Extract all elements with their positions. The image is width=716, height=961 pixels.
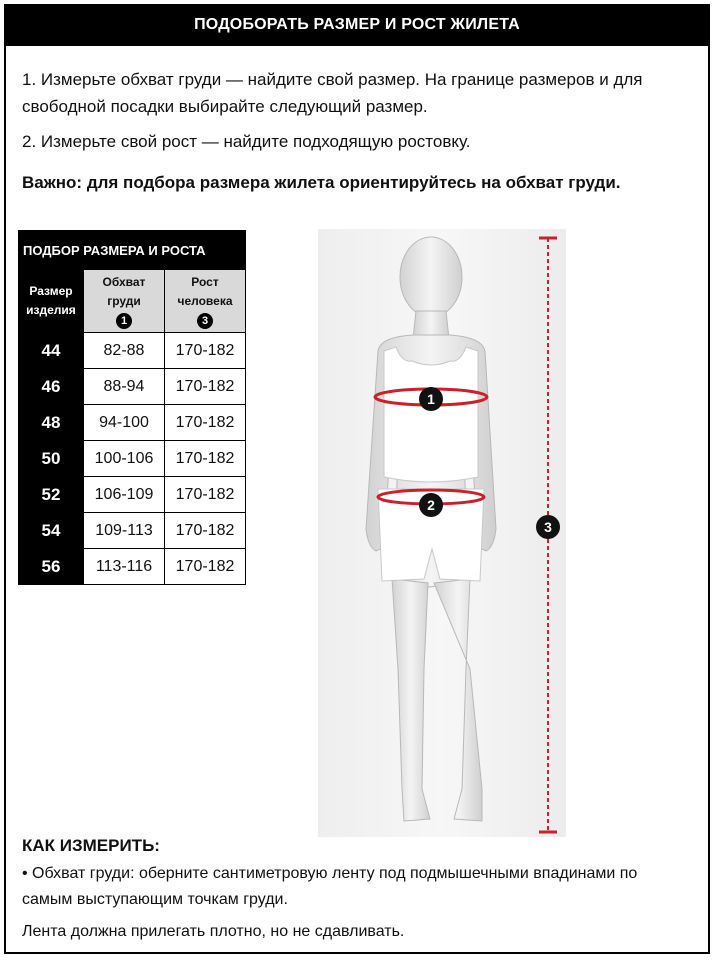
chest-cell: 94-100 [84, 405, 165, 441]
table-row [19, 405, 246, 441]
column-header-height-label: Рост человека [177, 274, 233, 308]
height-marker-label: 3 [544, 519, 552, 535]
mannequin-head [400, 237, 462, 317]
table-row [19, 369, 246, 405]
table-row [19, 549, 246, 585]
height-cell: 170-182 [165, 405, 246, 441]
height-cell: 170-182 [165, 549, 246, 585]
how-to-measure-note: Лента должна прилегать плотно, но не сдавливать. [22, 923, 405, 940]
instruction-step-2: 2. Измерьте свой рост — найдите подходящую ростовку. [22, 132, 471, 151]
size-cell: 56 [19, 549, 84, 585]
size-cell: 50 [19, 441, 84, 477]
how-to-measure-chest: • Обхват груди: оберните сантиметровую ленту под подмышечными впадинами по самым выступающим точкам груди. [22, 865, 638, 908]
waist-marker-label: 2 [427, 497, 435, 513]
page-title: ПОДОБОРАТЬ РАЗМЕР И РОСТ ЖИЛЕТА [4, 4, 710, 46]
column-header-chest [84, 270, 165, 333]
chest-marker-badge: 1 [116, 313, 132, 329]
column-header-size [19, 270, 84, 333]
table-row [19, 513, 246, 549]
chest-cell: 113-116 [84, 549, 165, 585]
how-to-measure-heading: КАК ИЗМЕРИТЬ: [22, 836, 160, 855]
height-cell: 170-182 [165, 477, 246, 513]
height-cell: 170-182 [165, 369, 246, 405]
size-table [18, 230, 246, 585]
size-cell: 52 [19, 477, 84, 513]
chest-cell: 106-109 [84, 477, 165, 513]
size-cell: 48 [19, 405, 84, 441]
table-row [19, 477, 246, 513]
important-note: Важно: для подбора размера жилета ориентируйтесь на обхват груди. [22, 173, 621, 192]
height-cell: 170-182 [165, 333, 246, 369]
size-table-title: ПОДБОР РАЗМЕРА И РОСТА [19, 231, 246, 270]
table-row [19, 441, 246, 477]
chest-marker-label: 1 [427, 391, 435, 407]
column-header-height [165, 270, 246, 333]
column-header-chest-label: Обхват груди [102, 274, 146, 308]
chest-cell: 100-106 [84, 441, 165, 477]
how-to-measure [22, 833, 692, 951]
table-row [19, 333, 246, 369]
measurement-figure [318, 229, 566, 837]
height-marker-badge: 3 [197, 313, 213, 329]
height-cell: 170-182 [165, 441, 246, 477]
chest-cell: 109-113 [84, 513, 165, 549]
size-cell: 54 [19, 513, 84, 549]
column-header-size-label: Размер изделия [26, 284, 76, 317]
height-cell: 170-182 [165, 513, 246, 549]
undershirt [384, 347, 478, 482]
chest-cell: 88-94 [84, 369, 165, 405]
instruction-step-1: 1. Измерьте обхват груди — найдите свой размер. На границе размеров и для свободной посадки выбирайте следующий размер. [22, 70, 643, 116]
size-cell: 46 [19, 369, 84, 405]
chest-cell: 82-88 [84, 333, 165, 369]
size-cell: 44 [19, 333, 84, 369]
instructions [22, 66, 692, 204]
